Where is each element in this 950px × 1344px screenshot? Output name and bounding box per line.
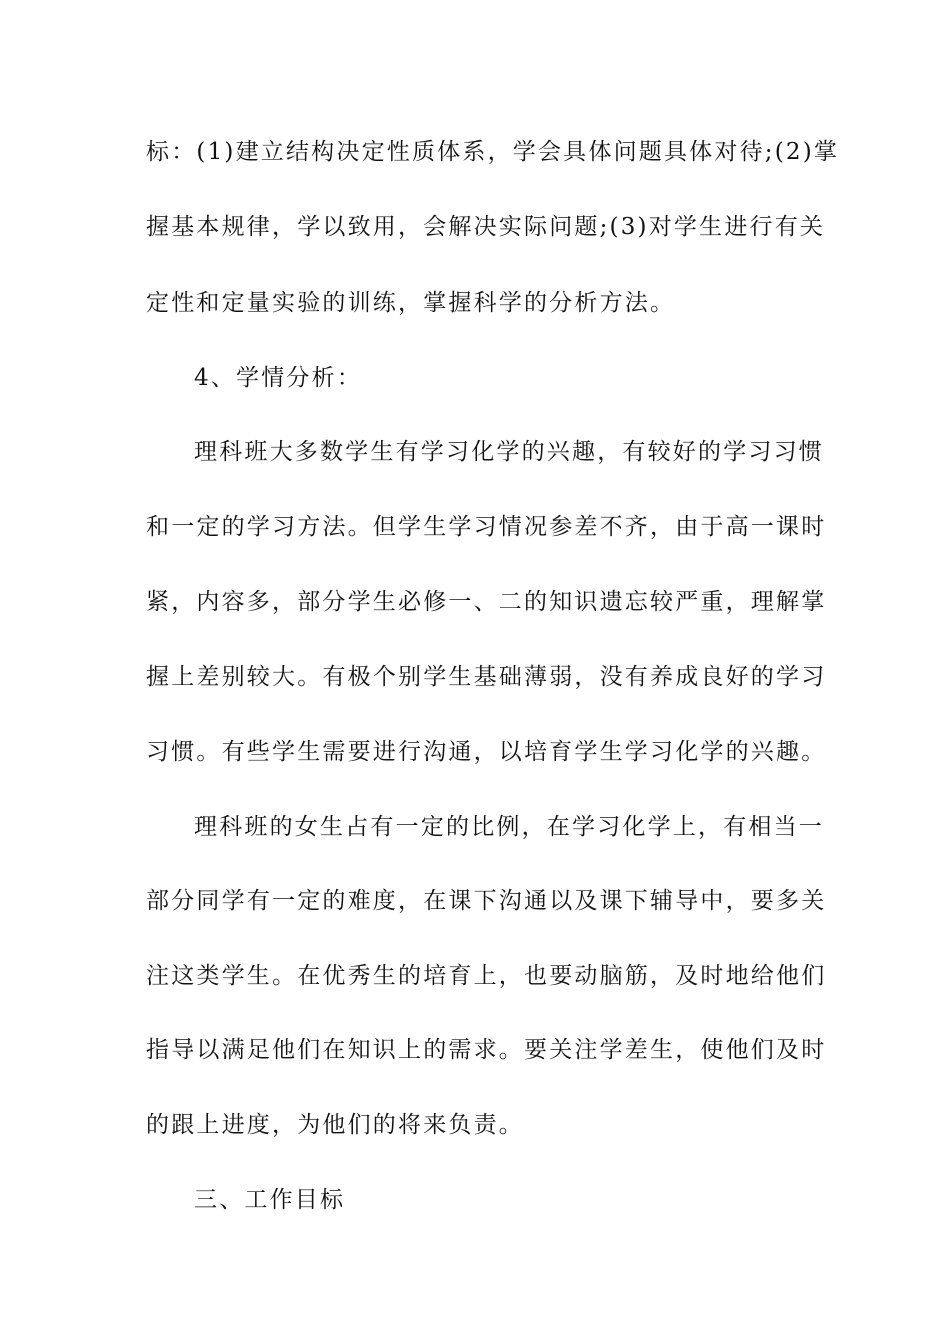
paragraph-line: 紧，内容多，部分学生必修一、二的知识遗忘较严重，理解掌 [146,589,827,615]
paragraph-line: 部分同学有一定的难度，在课下沟通以及课下辅导中，要多关 [146,888,827,914]
section-heading-work-goals: 三、工作目标 [194,1187,346,1213]
paragraph-line: 理科班大多数学生有学习化学的兴趣，有较好的学习习惯 [194,439,824,465]
paragraph-line: 的跟上进度，为他们的将来负责。 [146,1112,524,1138]
paragraph-line: 握基本规律，学以致用，会解决实际问题;(3)对学生进行有关 [146,214,826,240]
paragraph-line: 标：(1)建立结构决定性质体系，学会具体问题具体对待;(2)掌 [146,139,840,165]
paragraph-line: 握上差别较大。有极个别学生基础薄弱，没有养成良好的学习 [146,664,827,690]
paragraph-line: 注这类学生。在优秀生的培育上，也要动脑筋，及时地给他们 [146,963,827,989]
paragraph-line: 指导以满足他们在知识上的需求。要关注学差生，使他们及时 [146,1037,827,1063]
paragraph-line: 理科班的女生占有一定的比例，在学习化学上，有相当一 [194,814,824,840]
paragraph-line: 和一定的学习方法。但学生学习情况参差不齐，由于高一课时 [146,514,827,540]
paragraph-line: 习惯。有些学生需要进行沟通，以培育学生学习化学的兴趣。 [146,739,827,765]
section-heading-learning-analysis: 4、学情分析： [194,365,363,391]
paragraph-line: 定性和定量实验的训练，掌握科学的分析方法。 [146,290,676,316]
